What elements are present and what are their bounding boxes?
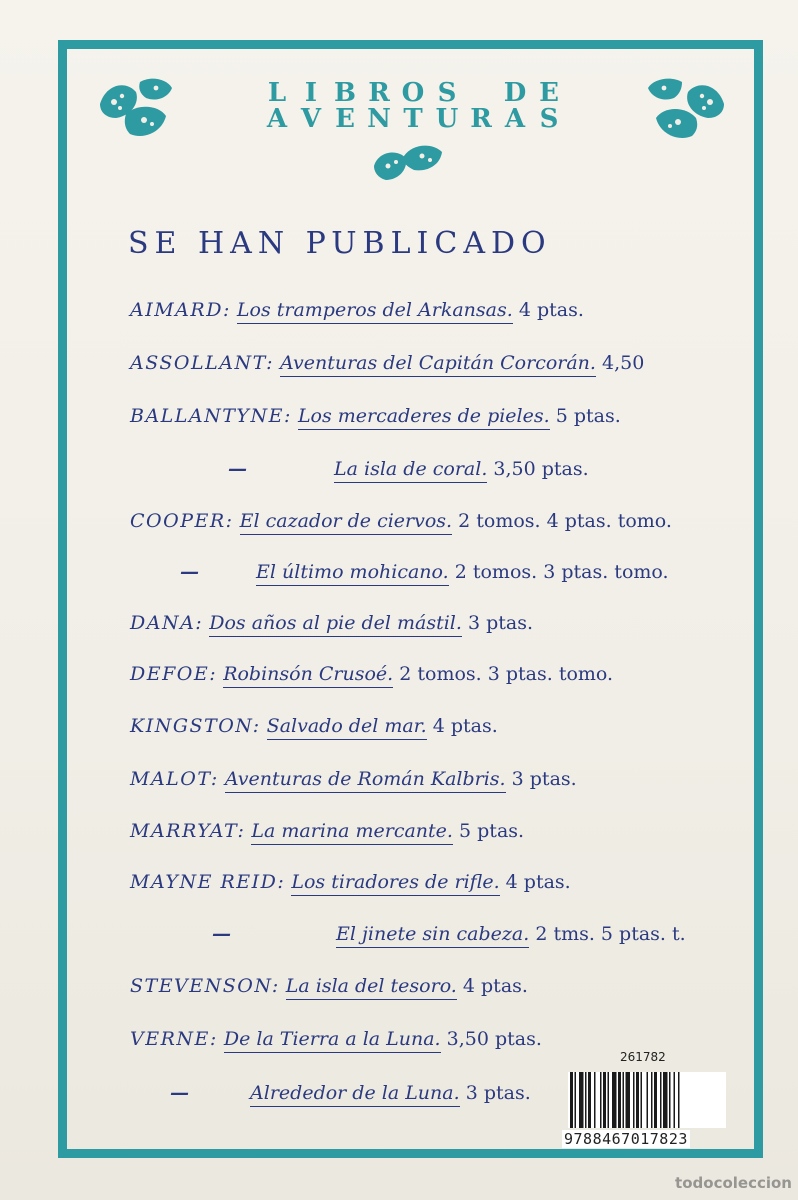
watermark-logo: todocoleccion (675, 1174, 792, 1192)
barcode-bar (603, 1072, 606, 1128)
letter: E (539, 78, 559, 108)
catalog-entry (212, 919, 686, 949)
barcode-bar (600, 1072, 602, 1128)
barcode-bar (674, 1072, 676, 1128)
letter: V (300, 104, 322, 134)
price: 2 tomos. 4 ptas. tomo. (458, 510, 672, 532)
author: MARRYAT: (130, 820, 246, 842)
barcode-bar (626, 1072, 631, 1128)
author: COOPER: (130, 510, 234, 532)
price: 4,50 (602, 352, 645, 374)
barcode-bar (633, 1072, 635, 1128)
barcode-bar (575, 1072, 577, 1128)
barcode-bar (654, 1072, 657, 1128)
barcode-bar (585, 1072, 587, 1128)
author: VERNE: (130, 1028, 218, 1050)
book-title: La isla del tesoro. (286, 975, 457, 1000)
catalog-entry (228, 454, 589, 484)
ditto-dash: — (228, 458, 249, 480)
catalog-entry (130, 401, 621, 431)
book-title: Los mercaderes de pieles. (298, 405, 550, 430)
letter: B (334, 78, 356, 108)
price: 4 ptas. (505, 871, 571, 893)
letter: A (504, 104, 526, 134)
author: KINGSTON: (130, 715, 261, 737)
book-title: Los tramperos del Arkansas. (237, 299, 513, 324)
price: 5 ptas. (555, 405, 621, 427)
barcode-bar (588, 1072, 591, 1128)
barcode-bar (651, 1072, 653, 1128)
barcode-bar (579, 1072, 584, 1128)
letter: A (266, 104, 288, 134)
letter: S (539, 104, 559, 134)
catalog-entry (130, 506, 672, 536)
ditto-dash: — (180, 561, 201, 583)
catalog-entry (130, 867, 571, 897)
price: 5 ptas. (459, 820, 525, 842)
catalog-entry (180, 557, 669, 587)
book-title: De la Tierra a la Luna. (224, 1028, 441, 1053)
barcode-icon (568, 1072, 726, 1128)
book-title: Dos años al pie del mástil. (209, 612, 462, 637)
letter: N (367, 104, 391, 134)
letter: E (335, 104, 355, 134)
catalog-entry (130, 295, 584, 325)
letter: S (437, 78, 457, 108)
barcode-bar (618, 1072, 621, 1128)
author: MAYNE REID: (130, 871, 286, 893)
author: MALOT: (130, 768, 219, 790)
book-title: La isla de coral. (334, 458, 487, 483)
price: 4 ptas. (518, 299, 584, 321)
ditto-dash: — (170, 1082, 191, 1104)
author: BALLANTYNE: (130, 405, 292, 427)
barcode-bar (594, 1072, 596, 1128)
catalog-entry (130, 659, 613, 689)
catalog-entry (130, 816, 524, 846)
series-header (0, 0, 798, 200)
barcode-number: 9788467017823 (564, 1130, 688, 1148)
book-title: Los tiradores de rifle. (291, 871, 499, 896)
series-title-line2 (14, 104, 798, 134)
catalog-entry (130, 348, 644, 378)
book-title: El cazador de ciervos. (240, 510, 452, 535)
letter: L (267, 78, 287, 108)
barcode-bar (678, 1072, 680, 1128)
barcode-bar (623, 1072, 625, 1128)
barcode-reference: 261782 (620, 1050, 666, 1064)
catalog-entry (130, 711, 498, 741)
catalog-entry (130, 1024, 542, 1054)
catalog-entry (170, 1078, 531, 1108)
catalog-entry (130, 971, 528, 1001)
book-title: Robinsón Crusoé. (223, 663, 393, 688)
barcode-bar (641, 1072, 643, 1128)
price: 2 tms. 5 ptas. t. (535, 923, 686, 945)
author: AIMARD: (130, 299, 231, 321)
barcode-bar (570, 1072, 573, 1128)
letter: I (304, 78, 318, 108)
book-title: El jinete sin cabeza. (336, 923, 529, 948)
book-title: La marina mercante. (251, 820, 453, 845)
letter: U (435, 104, 459, 134)
barcode-label (566, 1050, 730, 1150)
barcode-bar (608, 1072, 610, 1128)
barcode-bar (660, 1072, 662, 1128)
barcode-bar (636, 1072, 639, 1128)
price: 3 ptas. (511, 768, 577, 790)
book-title: Aventuras de Román Kalbris. (225, 768, 506, 793)
letter: O (401, 78, 425, 108)
author: DEFOE: (130, 663, 218, 685)
letter: D (503, 78, 527, 108)
leaf-ornament-center-icon (370, 138, 446, 188)
ditto-dash: — (212, 923, 233, 945)
price: 3 ptas. (467, 612, 534, 634)
book-title: El último mohicano. (256, 561, 449, 586)
letter: R (470, 104, 492, 134)
author: ASSOLLANT: (130, 352, 274, 374)
price: 3,50 ptas. (493, 458, 589, 480)
book-title: Aventuras del Capitán Corcorán. (280, 352, 596, 377)
price: 4 ptas. (462, 975, 528, 997)
book-title: Salvado del mar. (267, 715, 427, 740)
price: 4 ptas. (432, 715, 498, 737)
letter: T (403, 104, 423, 134)
barcode-bar (663, 1072, 668, 1128)
catalog-entry (130, 764, 577, 794)
barcode-bar (647, 1072, 649, 1128)
catalog-entry (130, 608, 533, 638)
letter: R (368, 78, 390, 108)
price: 3 ptas. (465, 1082, 531, 1104)
author: DANA: (130, 612, 204, 634)
barcode-bar (669, 1072, 671, 1128)
price: 2 tomos. 3 ptas. tomo. (399, 663, 614, 685)
price: 3,50 ptas. (446, 1028, 542, 1050)
price: 2 tomos. 3 ptas. tomo. (454, 561, 669, 583)
published-heading: SE HAN PUBLICADO (128, 226, 552, 261)
author: STEVENSON: (130, 975, 280, 997)
barcode-bar (612, 1072, 617, 1128)
book-title: Alrededor de la Luna. (250, 1082, 460, 1107)
